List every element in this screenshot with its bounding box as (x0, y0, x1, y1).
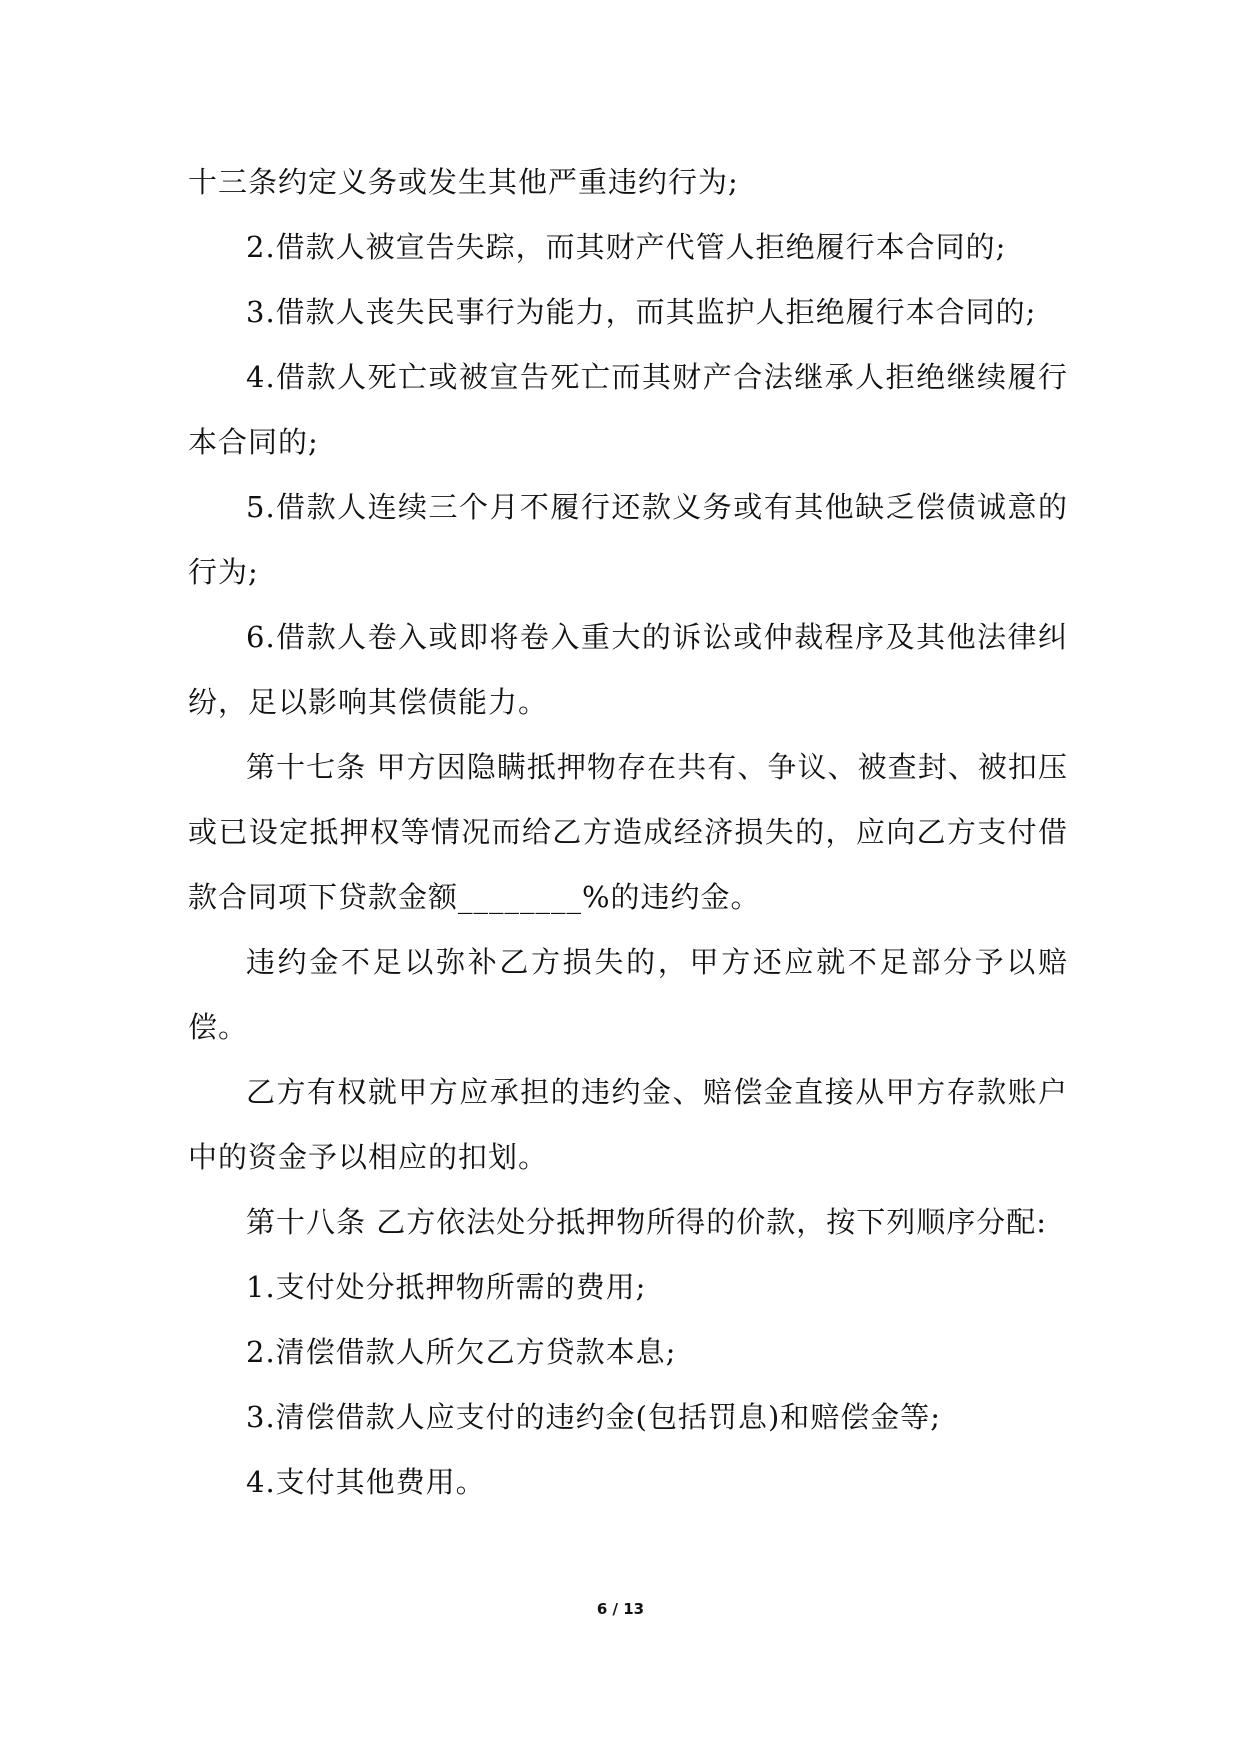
distribution-item-3: 3.清偿借款人应支付的违约金(包括罚息)和赔偿金等; (246, 1400, 942, 1434)
distribution-item-4: 4.支付其他费用。 (246, 1465, 486, 1499)
list-item-6: 6.借款人卷入或即将卷入重大的诉讼或仲裁程序及其他法律纠纷，足以影响其偿债能力。 (188, 620, 1068, 719)
article-17: 第十七条 甲方因隐瞒抵押物存在共有、争议、被查封、被扣压或已设定抵押权等情况而给乙方造成经济损失的，应向乙方支付借款合同项下贷款金额________%的违约金。 (188, 750, 1068, 914)
list-item-5: 5.借款人连续三个月不履行还款义务或有其他缺乏偿债诚意的行为; (188, 490, 1068, 589)
article-17-paragraph-2: 违约金不足以弥补乙方损失的，甲方还应就不足部分予以赔偿。 (188, 945, 1068, 1044)
paragraph-continuation: 十三条约定义务或发生其他严重违约行为; (188, 165, 739, 199)
list-item-4: 4.借款人死亡或被宣告死亡而其财产合法继承人拒绝继续履行本合同的; (188, 360, 1068, 459)
list-item-3: 3.借款人丧失民事行为能力，而其监护人拒绝履行本合同的; (246, 295, 1037, 329)
distribution-item-2: 2.清偿借款人所欠乙方贷款本息; (246, 1335, 677, 1369)
article-17-paragraph-3: 乙方有权就甲方应承担的违约金、赔偿金直接从甲方存款账户中的资金予以相应的扣划。 (188, 1075, 1068, 1174)
document-body (188, 150, 1068, 1515)
article-18: 第十八条 乙方依法处分抵押物所得的价款，按下列顺序分配: (246, 1205, 1047, 1239)
page-number: 6 / 13 (596, 1600, 645, 1618)
list-item-2: 2.借款人被宣告失踪，而其财产代管人拒绝履行本合同的; (246, 230, 1007, 264)
distribution-item-1: 1.支付处分抵押物所需的费用; (246, 1270, 647, 1304)
